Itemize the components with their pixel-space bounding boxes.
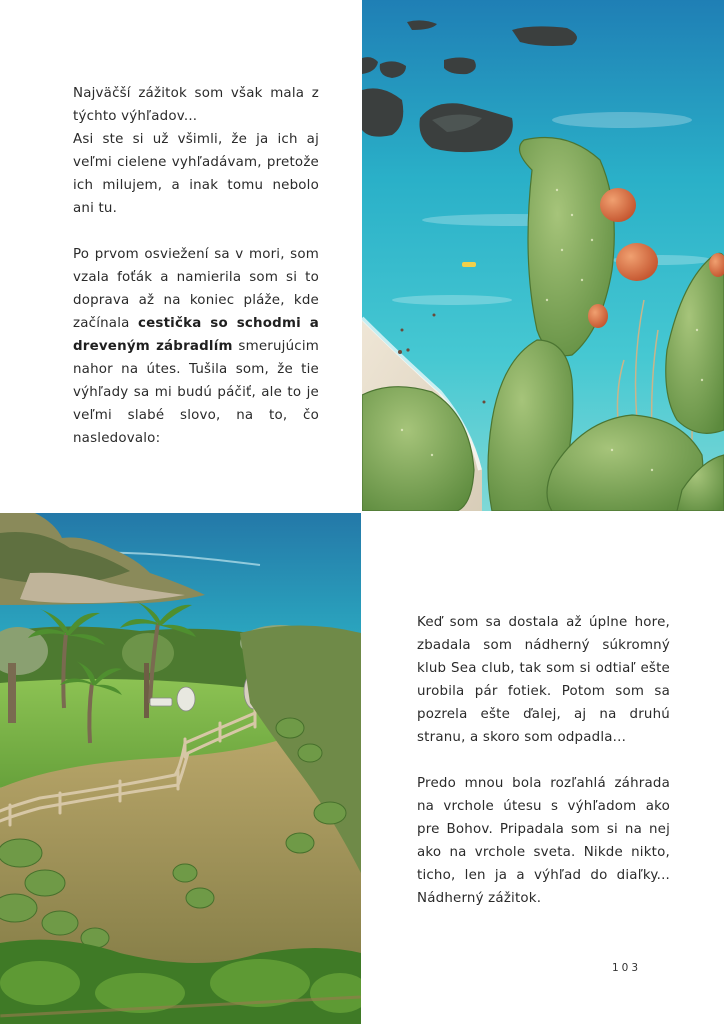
cactus-sea-image (362, 0, 724, 511)
paragraph-2-start: Po prvom osviežení sa v mori, som vzala foťák a namierila som si to doprava až na koniec pláže, kde začínala (73, 247, 319, 331)
paragraph-2-end: smerujúcim nahor na útes. Tušila som, že tie výhľady sa mi budú páčiť, ale to je veľmi slabé slovo, na to, čo nasledovalo: (73, 339, 319, 446)
paragraph-4: Predo mnou bola rozľahlá záhrada na vrchole útesu s výhľadom ako pre Bohov. Pripadala som si na nej ako na vrchole sveta. Nikde nikto, ticho, len ja a výhľad do diaľky... Nádherný zážitok. (417, 776, 670, 906)
paragraph-3: Keď som sa dostala až úplne hore, zbadala som nádherný súkromný klub Sea club, tak som si odtiaľ ešte urobila pár fotiek. Potom som sa pozrela ešte ďalej, aj na druhú stranu, a skoro som odpadla... (417, 615, 670, 745)
cliff-garden-image (0, 513, 361, 1024)
paragraph-1 (73, 82, 319, 220)
photo-cliff-garden (0, 513, 361, 1024)
paragraph-1-line-b: Asi ste si už všimli, že ja ich aj veľmi cielene vyhľadávam, pretože ich milujem, a inak tomu nebolo ani tu. (73, 132, 319, 216)
intro-text-block (73, 82, 319, 450)
photo-cactus-sea (362, 0, 724, 511)
paragraph-1-line-a: Najväčší zážitok som však mala z týchto výhľadov... (73, 86, 319, 124)
summit-text-block (417, 611, 670, 910)
paragraph-2-bold-phrase: cestička so schodmi a dreveným zábradlím (73, 316, 319, 354)
paragraph-2 (73, 243, 319, 450)
page-number: 103 (612, 962, 642, 974)
